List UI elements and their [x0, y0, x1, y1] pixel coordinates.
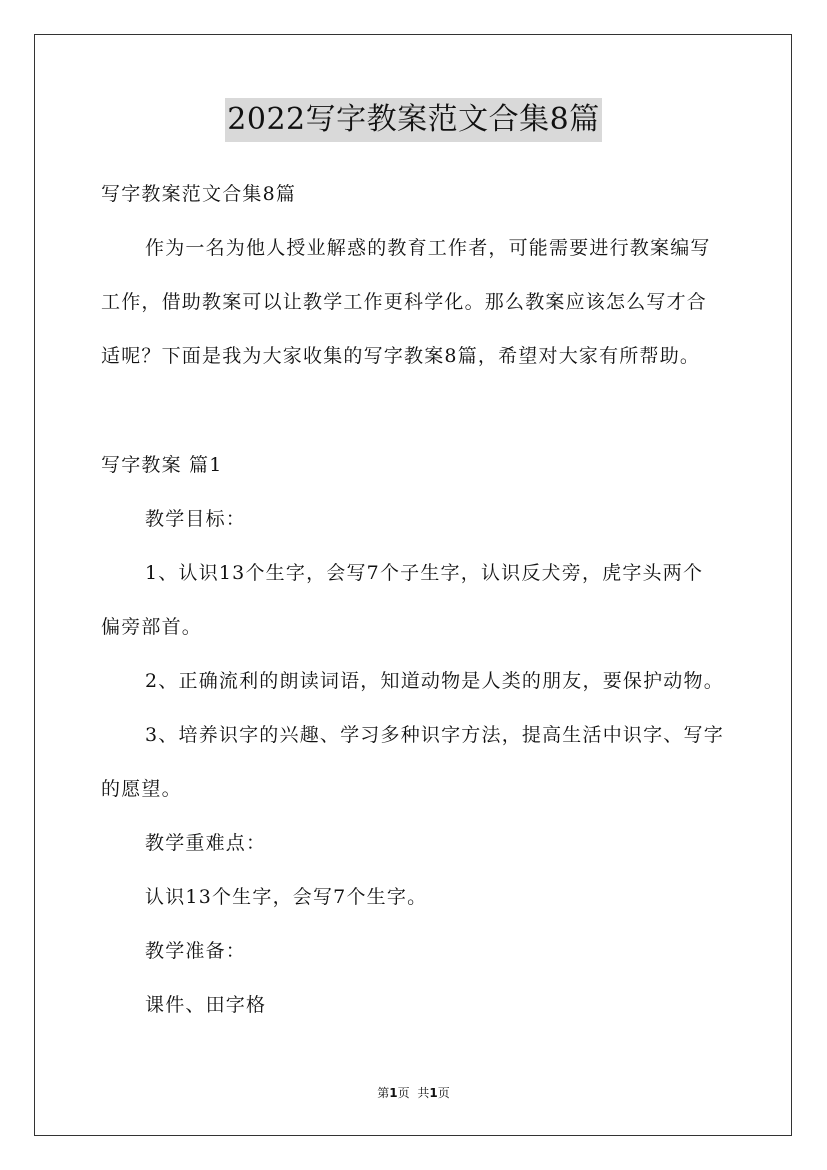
page-footer: [0, 1085, 827, 1101]
key-points: 认识13个生字，会写7个生字。: [145, 886, 428, 908]
document-subtitle: 写字教案范文合集8篇: [101, 183, 297, 205]
goals-label: 教学目标：: [145, 508, 247, 530]
intro-line-3: 适呢？下面是我为大家收集的写字教案8篇，希望对大家有所帮助。: [101, 345, 701, 367]
prep-label: 教学准备：: [145, 940, 247, 962]
footer-page-number: 1: [389, 1086, 398, 1100]
prep-items: 课件、田字格: [145, 994, 267, 1016]
intro-line-2: 工作，借助教案可以让教学工作更科学化。那么教案应该怎么写才合: [101, 291, 708, 313]
title-container: [0, 98, 827, 142]
document-title: 2022写字教案范文合集8篇: [225, 98, 601, 142]
goal-2: 2、正确流利的朗读词语，知道动物是人类的朋友，要保护动物。: [145, 670, 724, 692]
footer-total-number: 1: [429, 1086, 438, 1100]
footer-page-unit: 页: [397, 1086, 410, 1100]
footer-total-prefix: 共: [417, 1086, 430, 1100]
goal-3-line-1: 3、培养识字的兴趣、学习多种识字方法，提高生活中识字、写字: [145, 724, 724, 746]
footer-total-unit: 页: [437, 1086, 450, 1100]
intro-line-1: 作为一名为他人授业解惑的教育工作者，可能需要进行教案编写: [145, 237, 711, 259]
footer-page-prefix: 第: [377, 1086, 390, 1100]
goal-1-line-1: 1、认识13个生字，会写7个子生字，认识反犬旁，虎字头两个: [145, 562, 704, 584]
key-points-label: 教学重难点：: [145, 832, 267, 854]
section-heading: 写字教案 篇1: [101, 454, 223, 476]
goal-1-line-2: 偏旁部首。: [101, 616, 203, 638]
goal-3-line-2: 的愿望。: [101, 778, 182, 800]
